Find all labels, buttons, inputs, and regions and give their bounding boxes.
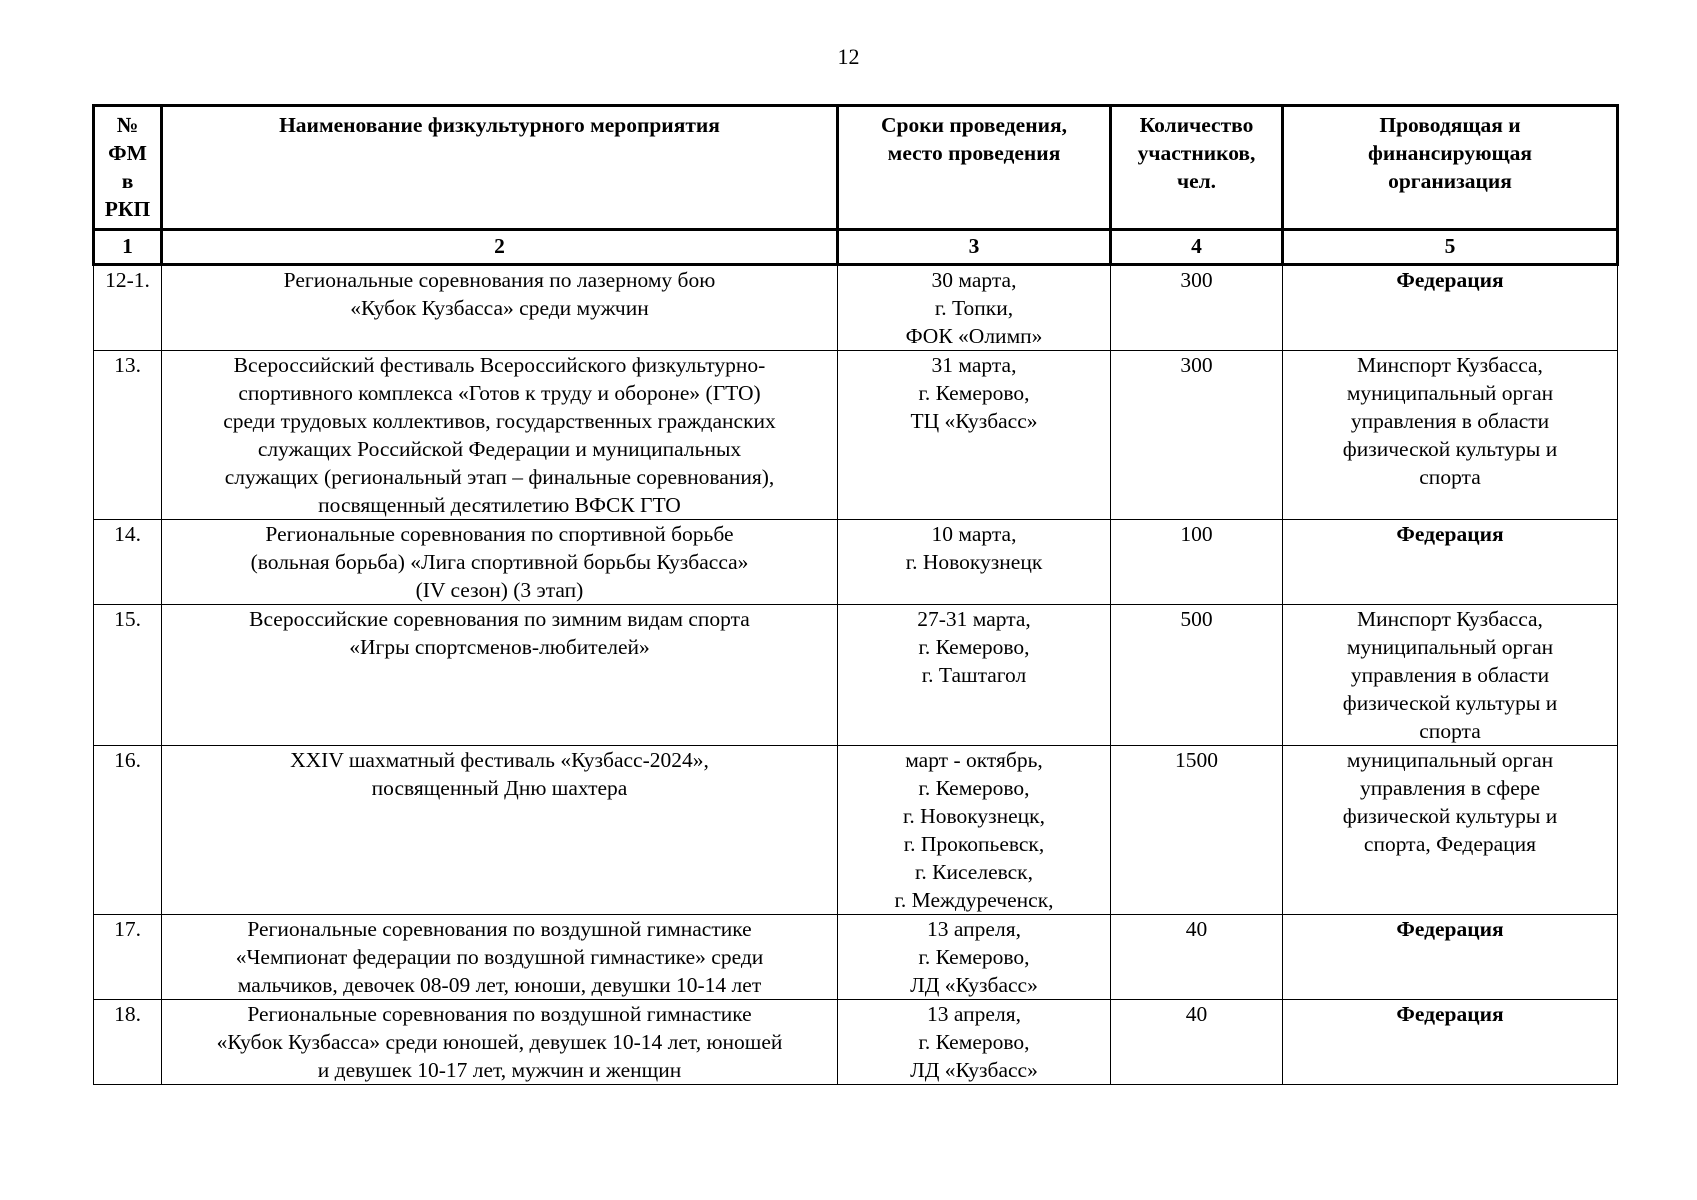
page-number: 12 [837,44,860,69]
cell-line: муниципальный орган [1346,635,1554,659]
cell-line: г. Междуреченск, [894,888,1054,912]
cell-participants: 40 [1111,915,1283,1000]
cell-organization [1283,1000,1618,1085]
cell-line: спорта [1419,465,1481,489]
cell-num: 17. [94,915,162,1000]
cell-line: управления в сфере [1359,776,1541,800]
cell-event-name [162,265,838,351]
cell-event-name [162,915,838,1000]
cell-line: 27-31 марта, [917,607,1031,631]
cell-organization [1283,605,1618,746]
table-header [94,106,1618,265]
cell-line: физической культуры и [1342,691,1558,715]
cell-organization [1283,520,1618,605]
cell-line: ТЦ «Кузбасс» [910,409,1038,433]
cell-num: 16. [94,746,162,915]
cell-dates-place [838,265,1111,351]
header-name: Наименование физкультурного мероприятия [162,106,838,230]
cell-line: ЛД «Кузбасс» [910,973,1038,997]
table-row [94,265,1618,351]
table-row [94,915,1618,1000]
cell-event-name [162,605,838,746]
cell-line: ФОК «Олимп» [905,324,1043,348]
cell-event-name [162,746,838,915]
cell-line: 13 апреля, [927,917,1021,941]
column-number: 5 [1283,230,1618,265]
table-row [94,1000,1618,1085]
cell-line: спортивного комплекса «Готов к труду и обороне» (ГТО) [238,381,761,405]
cell-line: Региональные соревнования по спортивной борьбе [265,522,734,546]
column-number: 4 [1111,230,1283,265]
column-number: 1 [94,230,162,265]
header-row [94,106,1618,230]
header-num: № ФМ в РКП [94,106,162,230]
cell-line: (IV сезон) (3 этап) [415,578,584,602]
cell-dates-place [838,605,1111,746]
cell-participants: 500 [1111,605,1283,746]
cell-line: среди трудовых коллективов, государственных гражданских [223,409,776,433]
cell-line: XXIV шахматный фестиваль «Кузбасс-2024», [290,748,709,772]
cell-line: физической культуры и [1342,437,1558,461]
column-number: 2 [162,230,838,265]
cell-event-name [162,520,838,605]
cell-line: «Кубок Кузбасса» среди мужчин [350,296,649,320]
cell-dates-place [838,351,1111,520]
column-number: 3 [838,230,1111,265]
cell-participants: 100 [1111,520,1283,605]
column-number-row [94,230,1618,265]
cell-line: Минспорт Кузбасса, [1357,353,1543,377]
cell-line: г. Кемерово, [918,776,1030,800]
cell-line: Региональные соревнования по лазерному бою [283,268,716,292]
cell-line: 31 марта, [931,353,1017,377]
cell-participants: 40 [1111,1000,1283,1085]
cell-line: Федерация [1396,1002,1504,1026]
cell-num: 18. [94,1000,162,1085]
cell-dates-place [838,915,1111,1000]
cell-line: март - октябрь, [905,748,1043,772]
cell-line: г. Прокопьевск, [903,832,1045,856]
cell-line: спорта, Федерация [1363,832,1537,856]
table-row [94,605,1618,746]
cell-line: Федерация [1396,522,1504,546]
cell-line: служащих (региональный этап – финальные соревнования), [224,465,775,489]
cell-line: муниципальный орган [1346,381,1554,405]
cell-line: Всероссийские соревнования по зимним видам спорта [249,607,750,631]
cell-line: 30 марта, [931,268,1017,292]
cell-line: Региональные соревнования по воздушной гимнастике [247,1002,752,1026]
cell-event-name [162,1000,838,1085]
cell-line: г. Топки, [934,296,1014,320]
cell-line: посвященный Дню шахтера [371,776,628,800]
cell-line: посвященный десятилетию ВФСК ГТО [318,493,681,517]
cell-dates-place [838,1000,1111,1085]
cell-line: г. Кемерово, [918,1030,1030,1054]
cell-participants: 300 [1111,351,1283,520]
table-row [94,746,1618,915]
header-dates: Сроки проведения, место проведения [838,106,1111,230]
cell-line: 10 марта, [931,522,1017,546]
cell-participants: 300 [1111,265,1283,351]
cell-organization [1283,746,1618,915]
header-count: Количество участников, чел. [1111,106,1283,230]
cell-organization [1283,351,1618,520]
cell-num: 12-1. [94,265,162,351]
cell-participants: 1500 [1111,746,1283,915]
cell-line: «Кубок Кузбасса» среди юношей, девушек 10-14 лет, юношей [216,1030,783,1054]
cell-line: мальчиков, девочек 08-09 лет, юноши, девушки 10-14 лет [237,973,762,997]
cell-organization [1283,915,1618,1000]
cell-line: Региональные соревнования по воздушной гимнастике [247,917,752,941]
cell-line: Минспорт Кузбасса, [1357,607,1543,631]
cell-line: служащих Российской Федерации и муниципальных [257,437,742,461]
table-row [94,520,1618,605]
cell-line: г. Кемерово, [918,381,1030,405]
cell-line: управления в области [1350,409,1550,433]
header-org: Проводящая и финансирующая организация [1283,106,1618,230]
cell-line: г. Новокузнецк [905,550,1043,574]
cell-line: 13 апреля, [927,1002,1021,1026]
cell-line: муниципальный орган [1346,748,1554,772]
cell-line: (вольная борьба) «Лига спортивной борьбы Кузбасса» [250,550,749,574]
cell-dates-place [838,520,1111,605]
cell-line: Федерация [1396,917,1504,941]
cell-line: г. Таштагол [921,663,1027,687]
cell-line: г. Киселевск, [915,860,1033,884]
table-row [94,351,1618,520]
cell-line: управления в области [1350,663,1550,687]
cell-num: 13. [94,351,162,520]
cell-organization [1283,265,1618,351]
cell-line: Всероссийский фестиваль Всероссийского физкультурно- [233,353,766,377]
table-body [94,265,1618,1085]
cell-num: 15. [94,605,162,746]
cell-line: г. Кемерово, [918,635,1030,659]
cell-event-name [162,351,838,520]
events-table [92,104,1619,1085]
cell-line: г. Кемерово, [918,945,1030,969]
cell-line: физической культуры и [1342,804,1558,828]
cell-dates-place [838,746,1111,915]
cell-line: и девушек 10-17 лет, мужчин и женщин [317,1058,682,1082]
cell-line: г. Новокузнецк, [903,804,1045,828]
cell-line: спорта [1419,719,1481,743]
cell-line: «Чемпионат федерации по воздушной гимнастике» среди [235,945,764,969]
cell-line: ЛД «Кузбасс» [910,1058,1038,1082]
cell-line: «Игры спортсменов-любителей» [349,635,650,659]
cell-num: 14. [94,520,162,605]
cell-line: Федерация [1396,268,1504,292]
